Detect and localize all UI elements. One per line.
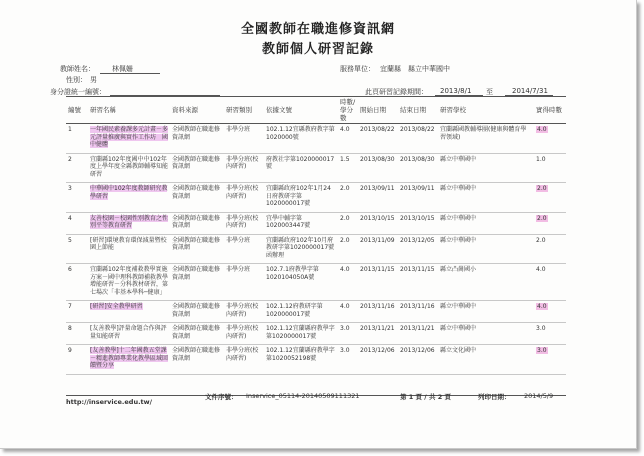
cell-end [398, 323, 438, 345]
cell-hours-text: 4.0 [340, 303, 350, 310]
cell-school [438, 264, 534, 301]
cell-hours [338, 183, 358, 213]
footer-doc-label: 文件序號： [205, 393, 238, 401]
cell-name-text: 中華國中102年度教師研究教學研習 [90, 185, 168, 200]
gender-label: 性別： [66, 76, 87, 84]
cell-earned [534, 153, 566, 183]
cell-source-text: 全國教師在職進修資訊網 [172, 185, 221, 200]
cell-end-text: 2013/11/21 [400, 325, 435, 332]
cell-earned [534, 234, 566, 264]
cell-start [358, 153, 398, 183]
cell-end [398, 345, 438, 375]
cell-earned-text: 2.0 [536, 236, 546, 244]
cell-source-text: 全國教師在職進修資訊網 [172, 214, 221, 229]
table-row [66, 183, 566, 213]
cell-school-text: 縣立中華國中 [440, 155, 477, 163]
query-period-from: 2013/8/1 [440, 87, 472, 95]
cell-end-text: 2013/12/06 [400, 347, 435, 354]
cell-hours-text: 4.0 [340, 266, 350, 273]
cell-doc [264, 301, 338, 323]
cell-no [66, 234, 88, 264]
cell-end [398, 183, 438, 213]
cell-hours-text: 3.0 [340, 325, 350, 332]
table-header-row [66, 97, 566, 124]
cell-no-text: 5 [68, 236, 72, 244]
cell-start-text: 2013/08/22 [360, 126, 395, 133]
cell-earned-text: 3.0 [536, 325, 546, 332]
cell-category-text: 非學分班 [226, 126, 251, 133]
cell-hours [338, 212, 358, 234]
cell-school-text: 縣立文化國中 [440, 347, 477, 354]
cell-category [224, 323, 264, 345]
cell-start-text: 2013/09/11 [360, 185, 395, 192]
cell-category-text: 非學分班 [226, 236, 251, 244]
cell-category-text: 非學分班(校內研習) [226, 155, 259, 170]
cell-doc-text: 102.1.12宜蘭縣府教學字第1020000017號 [266, 325, 335, 340]
cell-end-text: 2013/11/16 [400, 303, 435, 310]
table-row [66, 345, 566, 375]
cell-end [398, 234, 438, 264]
cell-earned [534, 301, 566, 323]
cell-school [438, 124, 534, 154]
cell-hours-text: 4.0 [340, 126, 350, 133]
id-label: 身分證統一編號： [50, 88, 106, 96]
cell-start-text: 2013/11/16 [360, 303, 395, 310]
col-header-earned: 實得時數 [534, 97, 566, 124]
cell-source [170, 301, 224, 323]
cell-start [358, 301, 398, 323]
cell-category [224, 124, 264, 154]
cell-earned-text: 2.0 [537, 185, 547, 192]
cell-start-text: 2013/11/21 [360, 325, 395, 332]
cell-hours-text: 1.5 [340, 155, 350, 163]
cell-source-text: 全國教師在職進修資訊網 [172, 325, 221, 340]
cell-name [88, 212, 170, 234]
cell-name [88, 264, 170, 301]
cell-doc [264, 264, 338, 301]
cell-hours [338, 264, 358, 301]
cell-name-text: 宜蘭縣102年度國中中102年度上學年度全縣教師輔導知能研習 [90, 155, 169, 178]
table-row [66, 153, 566, 183]
cell-name-text: [友善教學]十二年國教五堂課－精進教師專業化教學區域回饋暨分享 [90, 347, 169, 369]
cell-no [66, 183, 88, 213]
cell-no-text: 7 [68, 303, 72, 310]
cell-no-text: 2 [68, 155, 72, 163]
cell-doc-text: 102.1.12宜蘭縣府教學字第1020052198號 [266, 347, 335, 362]
page-title: 全國教師在職進修資訊網 [240, 22, 395, 37]
cell-doc [264, 234, 338, 264]
cell-doc [264, 124, 338, 154]
col-header-name: 研習名稱 [88, 97, 170, 124]
cell-name [88, 301, 170, 323]
table-row [66, 264, 566, 301]
cell-source-text: 全國教師在職進修資訊網 [172, 236, 221, 251]
service-unit-value: 宜蘭縣 縣立中華國中 [380, 65, 450, 73]
cell-doc-text: 宜蘭縣政府102年1月24日府教研字第1020000017號 [266, 185, 331, 207]
cell-source [170, 153, 224, 183]
cell-no-text: 1 [68, 126, 72, 133]
cell-name-text: 友善校園－校園性別教育之性別平等教育研習 [90, 214, 169, 229]
cell-start [358, 212, 398, 234]
cell-doc [264, 183, 338, 213]
cell-no-text: 3 [68, 185, 72, 192]
cell-name [88, 323, 170, 345]
teacher-name-value: 林佩姍 [112, 65, 133, 73]
query-period-label: 此頁研習記錄期間： [365, 88, 428, 96]
cell-source [170, 212, 224, 234]
cell-earned-text: 3.0 [537, 347, 547, 354]
teacher-name-label: 教師姓名： [60, 65, 95, 73]
col-header-source: 資料來源 [170, 97, 224, 124]
cell-category [224, 153, 264, 183]
cell-doc-text: 102.1.12府教研字第1020000017號 [266, 303, 323, 318]
cell-school-text: 縣立中華國中 [440, 325, 477, 332]
cell-doc [264, 212, 338, 234]
cell-earned [534, 124, 566, 154]
cell-category-text: 非學分班 [226, 266, 251, 273]
cell-hours [338, 124, 358, 154]
cell-end [398, 153, 438, 183]
cell-school [438, 183, 534, 213]
cell-earned-text: 2.0 [537, 214, 547, 222]
cell-source [170, 345, 224, 375]
cell-school [438, 153, 534, 183]
cell-doc-text: 宜學中輔字第1020003447號 [266, 214, 311, 229]
cell-start [358, 345, 398, 375]
cell-doc-text: 府教社字第1020000017號 [266, 155, 335, 170]
cell-no [66, 301, 88, 323]
cell-no [66, 345, 88, 375]
cell-source-text: 全國教師在職進修資訊網 [172, 303, 221, 318]
cell-earned [534, 212, 566, 234]
cell-school-text: 縣立中華國中 [440, 303, 477, 310]
cell-doc-text: 102.1.12宜縣教府教字第1020000號 [266, 126, 335, 141]
service-unit-label: 服務單位： [340, 65, 375, 73]
cell-doc-text: 宜蘭縣政府102年10月府教研字第1020000017號函辦理 [266, 236, 335, 259]
cell-school [438, 323, 534, 345]
cell-school [438, 234, 534, 264]
cell-source [170, 124, 224, 154]
cell-no-text: 4 [68, 214, 72, 222]
cell-start [358, 124, 398, 154]
cell-start-text: 2013/12/06 [360, 347, 395, 354]
cell-end-text: 2013/10/15 [400, 214, 435, 222]
cell-category [224, 345, 264, 375]
cell-no-text: 9 [68, 347, 72, 354]
query-period-to: 2014/7/31 [512, 87, 548, 95]
cell-no [66, 264, 88, 301]
footer-url: http://inservice.edu.tw/ [66, 398, 153, 406]
table-row [66, 234, 566, 264]
cell-school-text: 縣立中華國中 [440, 236, 477, 244]
col-header-hours: 時數/學分數 [338, 97, 358, 124]
col-header-end: 結束日期 [398, 97, 438, 124]
cell-category-text: 非學分班(校內研習) [226, 303, 259, 318]
col-header-no: 編號 [66, 97, 88, 124]
cell-no-text: 8 [68, 325, 72, 332]
cell-name-text: [研習]環境教育環保減量暨校園上節能 [90, 236, 167, 251]
cell-earned [534, 323, 566, 345]
cell-earned [534, 183, 566, 213]
cell-category-text: 非學分班(校內研習) [226, 347, 259, 362]
cell-doc [264, 153, 338, 183]
cell-end-text: 2013/08/30 [400, 155, 435, 163]
cell-name [88, 345, 170, 375]
cell-school [438, 301, 534, 323]
cell-source [170, 183, 224, 213]
cell-no [66, 323, 88, 345]
cell-category [224, 234, 264, 264]
cell-source [170, 234, 224, 264]
cell-name-text: [研習]安全教學研習 [90, 303, 143, 310]
cell-hours [338, 234, 358, 264]
cell-earned-text: 4.0 [537, 126, 547, 133]
cell-source [170, 323, 224, 345]
record-table [66, 96, 566, 375]
gender-value: 男 [90, 76, 97, 84]
teacher-name-underline [100, 73, 160, 74]
cell-end-text: 2013/12/05 [400, 236, 435, 244]
cell-source-text: 全國教師在職進修資訊網 [172, 266, 221, 281]
cell-end-text: 2013/08/22 [400, 126, 435, 133]
cell-hours-text: 2.0 [340, 185, 350, 192]
col-header-school: 研習學校 [438, 97, 534, 124]
cell-source [170, 264, 224, 301]
cell-school [438, 345, 534, 375]
cell-school-text: 縣立中華國中 [440, 214, 477, 222]
cell-hours-text: 2.0 [340, 236, 350, 244]
table-row [66, 212, 566, 234]
cell-name-text: [友善教學]評量命題合作與評量知能研習 [90, 325, 167, 340]
cell-school-text: 宜蘭縣國教輔導團(健康與體育學習領域) [440, 126, 527, 141]
cell-hours [338, 323, 358, 345]
cell-start [358, 264, 398, 301]
cell-name [88, 153, 170, 183]
footer-page: 第 1 頁 / 共 2 頁 [400, 393, 451, 401]
cell-start-text: 2013/08/30 [360, 155, 395, 163]
cell-end [398, 301, 438, 323]
cell-end-text: 2013/11/15 [400, 266, 435, 273]
cell-start-text: 2013/10/15 [360, 214, 395, 222]
cell-start [358, 183, 398, 213]
cell-name-text: 宜蘭縣102年度補救教學實施方案－國中理科教師補救教學增能研習－分科教材研習，第七場次「非基本學科─健康」 [90, 266, 169, 296]
table-row [66, 301, 566, 323]
cell-earned-text: 4.0 [536, 266, 546, 273]
col-header-start: 開始日期 [358, 97, 398, 124]
cell-source-text: 全國教師在職進修資訊網 [172, 126, 221, 141]
cell-start-text: 2013/11/09 [360, 236, 395, 244]
cell-end [398, 212, 438, 234]
cell-source-text: 全國教師在職進修資訊網 [172, 347, 221, 362]
cell-hours-text: 3.0 [340, 347, 350, 354]
page-subtitle: 教師個人研習記錄 [261, 42, 374, 57]
cell-hours-text: 2.0 [340, 214, 350, 222]
cell-category-text: 非學分班(校內研習) [226, 185, 259, 200]
cell-end-text: 2013/09/11 [400, 185, 435, 192]
col-header-doc: 依據文號 [264, 97, 338, 124]
cell-name-text: 一年國民素養課多元計畫－多元評量推廣與實作工作坊 國中健體 [90, 126, 169, 148]
cell-doc [264, 345, 338, 375]
footer-print-value: 2014/5/9 [524, 392, 554, 400]
cell-doc-text: 102.7.1府教學字第1020104050A號 [266, 266, 319, 281]
cell-category-text: 非學分班(校內研習) [226, 325, 259, 340]
cell-name [88, 234, 170, 264]
table-row [66, 124, 566, 154]
cell-no [66, 212, 88, 234]
cell-earned-text: 4.0 [537, 303, 547, 310]
cell-name [88, 183, 170, 213]
table-row [66, 323, 566, 345]
cell-earned [534, 345, 566, 375]
cell-doc [264, 323, 338, 345]
cell-school-text: 縣立凸崗國小 [440, 266, 477, 273]
cell-no-text: 6 [68, 266, 72, 273]
cell-start [358, 323, 398, 345]
col-header-category: 研習類別 [224, 97, 264, 124]
cell-name [88, 124, 170, 154]
footer-doc-value: Inservice_05114-20140509111321 [246, 392, 360, 400]
cell-start-text: 2013/11/15 [360, 266, 395, 273]
query-period-separator: 至 [486, 88, 493, 96]
cell-school [438, 212, 534, 234]
cell-category [224, 264, 264, 301]
cell-earned-text: 1.0 [536, 155, 546, 163]
cell-source-text: 全國教師在職進修資訊網 [172, 155, 221, 170]
cell-school-text: 縣立中華國中 [440, 185, 477, 192]
cell-category [224, 183, 264, 213]
cell-no [66, 153, 88, 183]
cell-no [66, 124, 88, 154]
cell-start [358, 234, 398, 264]
cell-hours [338, 301, 358, 323]
cell-category [224, 301, 264, 323]
cell-hours [338, 153, 358, 183]
cell-hours [338, 345, 358, 375]
cell-category [224, 212, 264, 234]
cell-earned [534, 264, 566, 301]
cell-end [398, 124, 438, 154]
cell-end [398, 264, 438, 301]
footer-print-label: 列印日期： [478, 393, 511, 401]
cell-category-text: 非學分班(校內研習) [226, 214, 259, 229]
